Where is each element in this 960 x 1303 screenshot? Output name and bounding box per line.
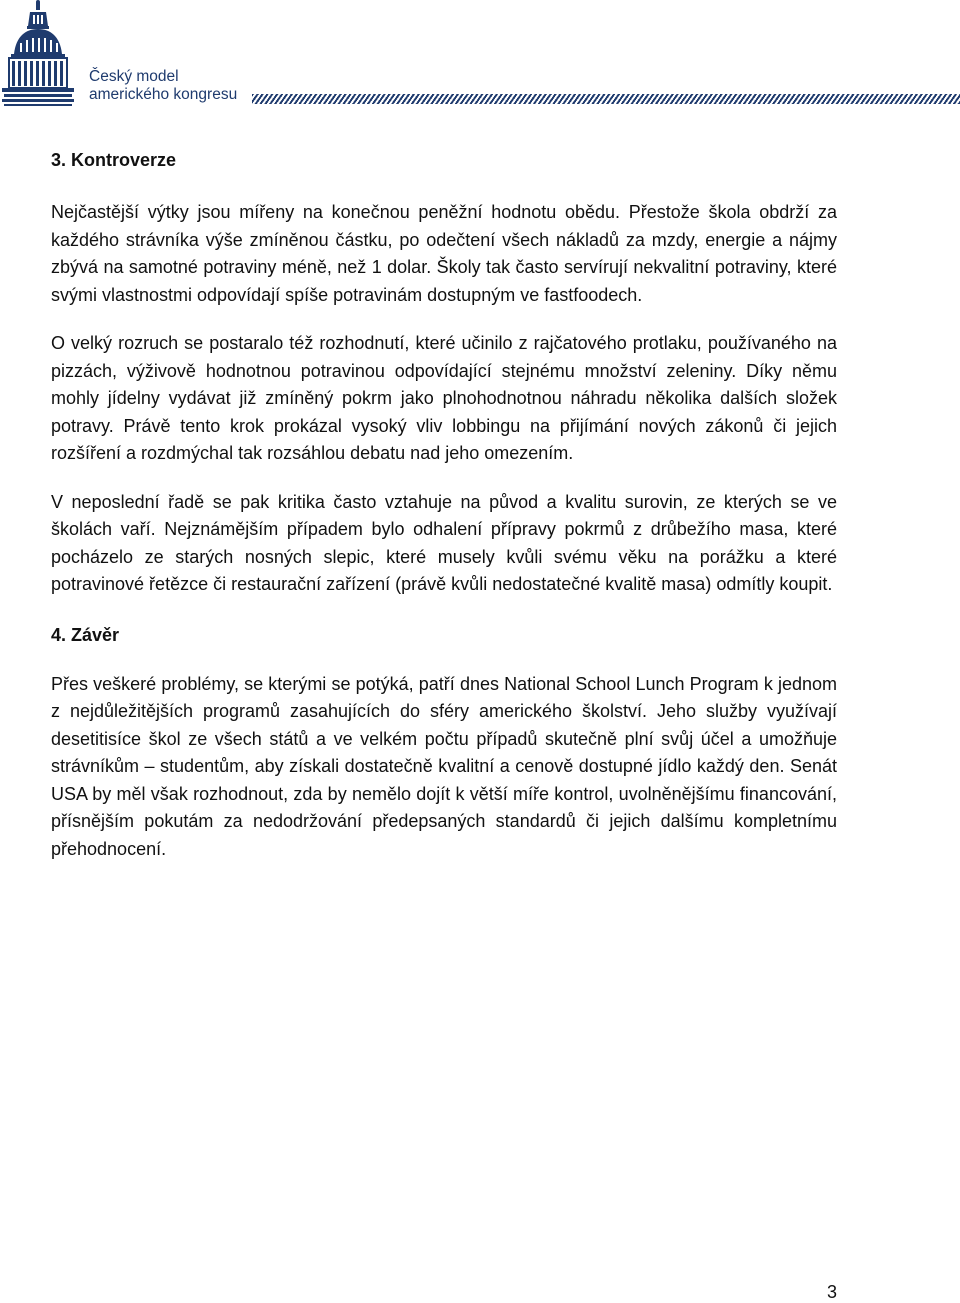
header-hatched-band xyxy=(252,94,960,104)
paragraph: V neposlední řadě se pak kritika často vztahuje na původ a kvalitu surovin, ze kterých se ve školách vaří. Nejznámějším případem bylo odhalení přípravy pokrmů z drůbežího masa, které pocházelo ze starých nosných slepic, které musely kvůli svému věku na porážku a které potravinové řetězce či restaurační zařízení (právě kvůli nedostatečné kvalitě masa) odmítly koupit. xyxy=(51,491,837,594)
document-body xyxy=(51,145,837,863)
capitol-dome-logo xyxy=(0,0,78,112)
page-number: 3 xyxy=(826,1282,837,1302)
paragraph: Přes veškeré problémy, se kterými se potýká, patří dnes National School Lunch Program k jednom z nejdůležitějších programů zasahujících do sféry amerického školství. Jeho služby využívají desetitisíce škol ze všech států a ve velkém počtu případů skutečně plní svůj účel a umožňuje strávníkům – studentům, aby získali dostatečně kvalitní a cenově dostupné jídlo každý den. Senát USA by měl však rozhodnout, zda by nemělo dojít k větší míře kontrol, uvolněnějšímu financování, přísnějším pokutám za nedodržování předepsaných standardů či jejich dalšímu kompletnímu přehodnocení. xyxy=(51,673,837,859)
paragraph: Nejčastější výtky jsou mířeny na konečnou peněžní hodnotu obědu. Přestože škola obdrží za každého strávníka výše zmíněnou částku, po odečtení všech nákladů za mzdy, energie a nájmy zbývá na samotné potraviny méně, než 1 dolar. Školy tak často servírují nekvalitní potraviny, které svými vlastnostmi odpovídají spíše potravinám dostupným ve fastfoodech. xyxy=(51,202,837,305)
brand-line-1: Český model xyxy=(89,68,179,85)
paragraph: O velký rozruch se postaralo též rozhodnutí, které učinilo z rajčatového protlaku, používaného na pizzách, výživově hodnotnou potravinou odpovídající stejnému množství zeleniny. Díky němu mohly jídelny vydávat již zmíněný pokrm jako plnohodnotnou náhradu několika dalších složek potravy. Právě tento krok prokázal vysoký vliv lobbingu na přijímání nových zákonů či jejich rozšíření a rozdmýchal tak rozsáhlou debatu nad jeho omezením. xyxy=(51,333,837,463)
section-heading-conclusion: 4. Závěr xyxy=(51,624,120,645)
brand-line-2: amerického kongresu xyxy=(89,86,238,103)
section-heading-controversy: 3. Kontroverze xyxy=(51,150,177,170)
brand-name xyxy=(89,68,237,104)
